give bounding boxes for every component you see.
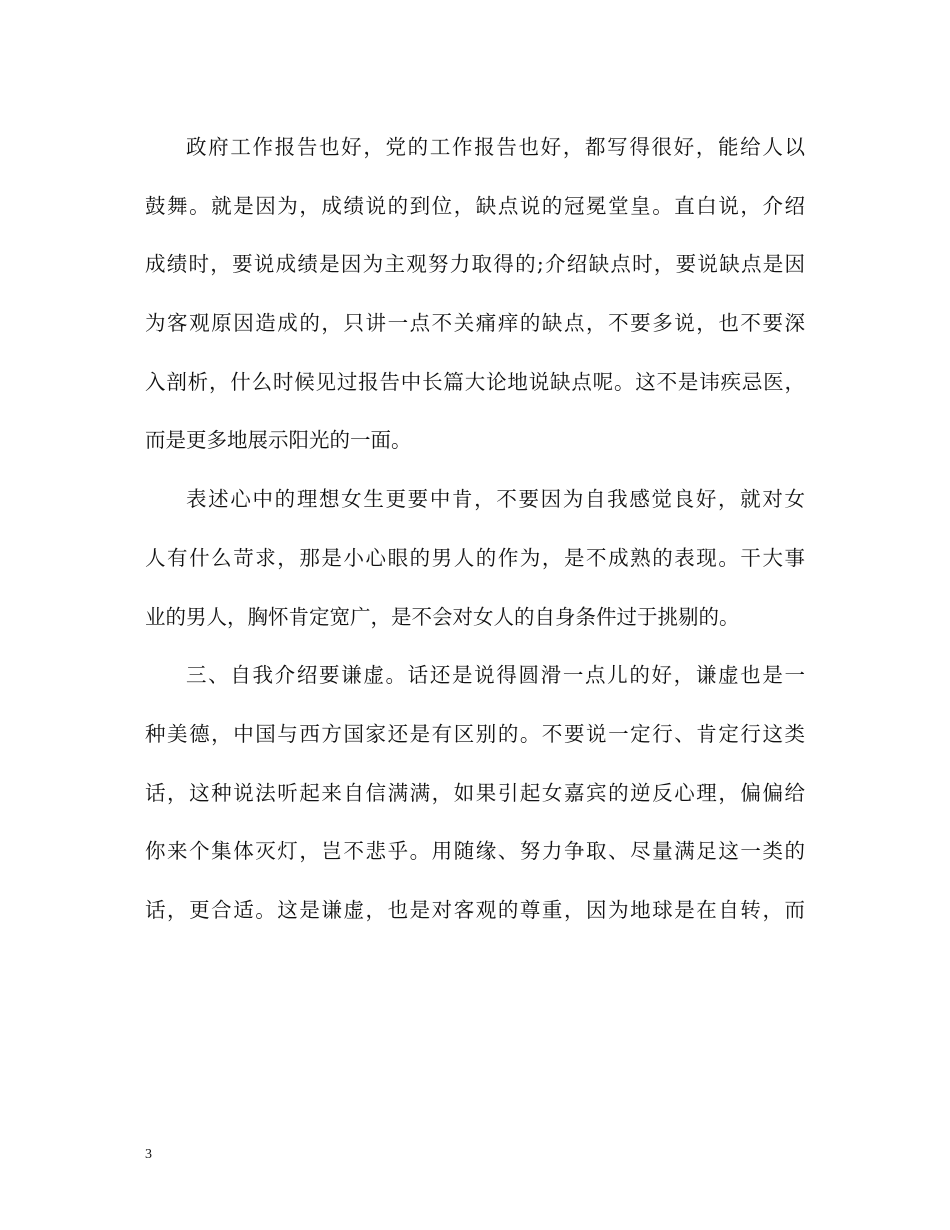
paragraph-1-line-4: 为客观原因造成的，只讲一点不关痛痒的缺点，不要多说，也不要深 bbox=[145, 311, 805, 336]
body-text bbox=[145, 118, 805, 940]
paragraph-3-line-3: 话，这种说法听起来自信满满，如果引起女嘉宾的逆反心理，偏偏给 bbox=[145, 780, 805, 805]
paragraph-2-line-2: 人有什么苛求，那是小心眼的男人的作为，是不成熟的表现。干大事 bbox=[145, 545, 805, 570]
page-number: 3 bbox=[145, 1147, 152, 1162]
paragraph-3-line-4: 你来个集体灭灯，岂不悲乎。用随缘、努力争取、尽量满足这一类的 bbox=[145, 839, 805, 864]
paragraph-1-line-2: 鼓舞。就是因为，成绩说的到位，缺点说的冠冕堂皇。直白说，介绍 bbox=[145, 193, 805, 218]
paragraph-1-line-1: 政府工作报告也好，党的工作报告也好，都写得很好，能给人以 bbox=[186, 135, 805, 159]
paragraph-3-line-5: 话，更合适。这是谦虚，也是对客观的尊重，因为地球是在自转，而 bbox=[145, 897, 805, 922]
paragraph-1-line-6: 而是更多地展示阳光的一面。 bbox=[145, 428, 412, 453]
paragraph-2-line-1: 表述心中的理想女生更要中肯，不要因为自我感觉良好，就对女 bbox=[186, 487, 805, 512]
paragraph-2-line-3: 业的男人，胸怀肯定宽广，是不会对女人的自身条件过于挑剔的。 bbox=[145, 604, 740, 629]
paragraph-3-line-1: 三、自我介绍要谦虚。话还是说得圆滑一点儿的好，谦虚也是一 bbox=[186, 663, 805, 688]
paragraph-1-line-5: 入剖析，什么时候见过报告中长篇大论地说缺点呢。这不是讳疾忌医， bbox=[145, 369, 805, 394]
paragraph-3-line-2: 种美德，中国与西方国家还是有区别的。不要说一定行、肯定行这类 bbox=[145, 721, 805, 746]
paragraph-1-line-3: 成绩时，要说成绩是因为主观努力取得的;介绍缺点时，要说缺点是因 bbox=[145, 252, 805, 277]
